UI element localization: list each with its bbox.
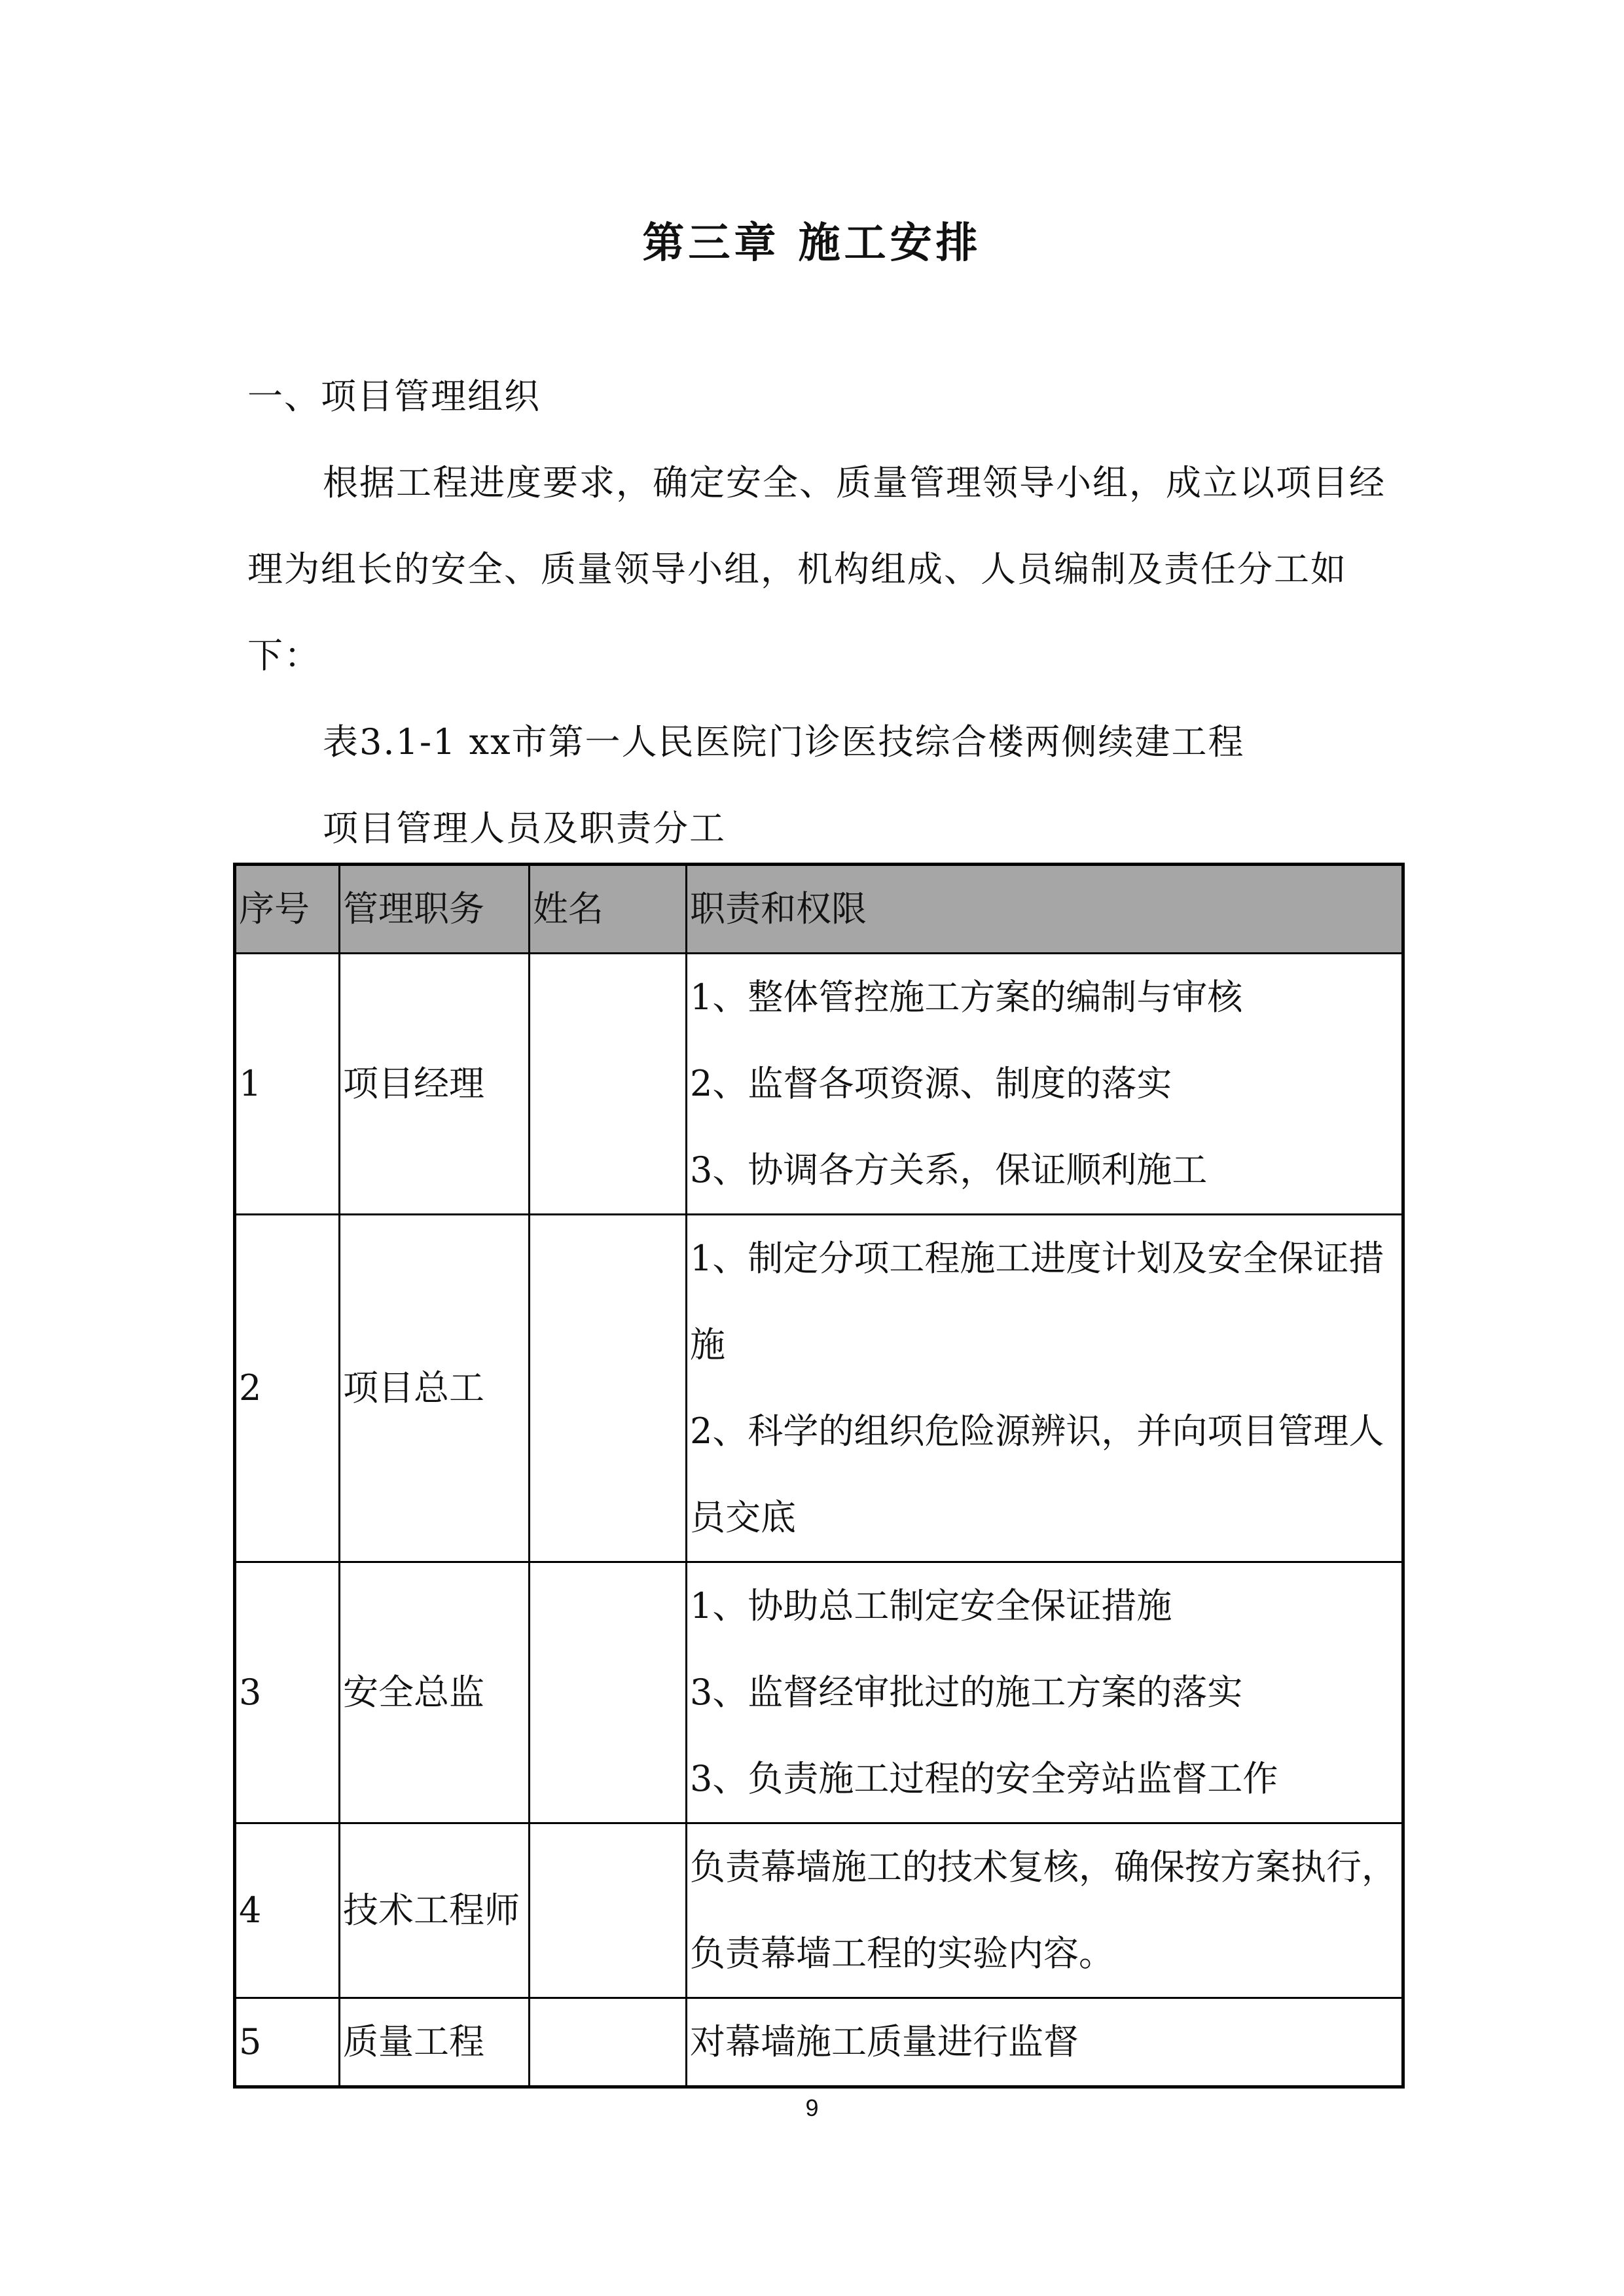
staff-duties-table — [233, 863, 1405, 2089]
cell-name — [530, 954, 687, 1215]
cell-role: 质量工程 — [340, 1998, 530, 2087]
cell-no: 2 — [235, 1215, 340, 1562]
table-caption-line2: 项目管理人员及职责分工 — [323, 808, 726, 849]
table-row — [235, 1823, 1403, 1998]
duty-line: 负责幕墙施工的技术复核，确保按方案执行，负责幕墙工程的实验内容。 — [690, 1846, 1397, 1974]
table-header-row — [235, 865, 1403, 954]
cell-no: 1 — [235, 954, 340, 1215]
cell-role: 项目经理 — [340, 954, 530, 1215]
duty-line: 2、监督各项资源、制度的落实 — [690, 1063, 1172, 1104]
cell-no: 4 — [235, 1823, 340, 1998]
cell-name — [530, 1215, 687, 1562]
header-no: 序号 — [235, 865, 340, 954]
cell-role: 项目总工 — [340, 1215, 530, 1562]
table-caption-line1: 表3.1-1 xx市第一人民医院门诊医技综合楼两侧续建工程 — [323, 721, 1245, 762]
duty-line: 1、协助总工制定安全保证措施 — [690, 1585, 1172, 1626]
duty-line: 3、负责施工过程的安全旁站监督工作 — [690, 1758, 1278, 1799]
cell-duties — [687, 1562, 1403, 1823]
section-heading: 一、项目管理组织 — [247, 376, 541, 417]
cell-name — [530, 1998, 687, 2087]
header-role: 管理职务 — [340, 865, 530, 954]
cell-role: 技术工程师 — [340, 1823, 530, 1998]
table-row — [235, 1562, 1403, 1823]
page-number: 9 — [805, 2094, 819, 2121]
duty-line: 2、科学的组织危险源辨识，并向项目管理人员交底 — [690, 1410, 1384, 1538]
cell-no: 3 — [235, 1562, 340, 1823]
header-duties: 职责和权限 — [687, 865, 1403, 954]
cell-duties — [687, 1823, 1403, 1998]
cell-role: 安全总监 — [340, 1562, 530, 1823]
duty-line: 1、制定分项工程施工进度计划及安全保证措施 — [690, 1238, 1384, 1365]
cell-name — [530, 1823, 687, 1998]
cell-duties — [687, 954, 1403, 1215]
cell-no: 5 — [235, 1998, 340, 2087]
header-name: 姓名 — [530, 865, 687, 954]
duty-line: 3、协调各方关系，保证顺利施工 — [690, 1149, 1208, 1191]
intro-paragraph: 根据工程进度要求，确定安全、质量管理领导小组，成立以项目经理为组长的安全、质量领导小组，机构组成、人员编制及责任分工如下： — [247, 462, 1386, 676]
cell-duties — [687, 1998, 1403, 2087]
chapter-title: 第三章 施工安排 — [642, 219, 982, 268]
duty-line: 对幕墙施工质量进行监督 — [690, 2021, 1079, 2062]
table-row — [235, 1998, 1403, 2087]
cell-name — [530, 1562, 687, 1823]
table-row — [235, 1215, 1403, 1562]
duty-line: 3、监督经审批过的施工方案的落实 — [690, 1672, 1243, 1713]
table-row — [235, 954, 1403, 1215]
cell-duties — [687, 1215, 1403, 1562]
duty-line: 1、整体管控施工方案的编制与审核 — [690, 977, 1243, 1018]
